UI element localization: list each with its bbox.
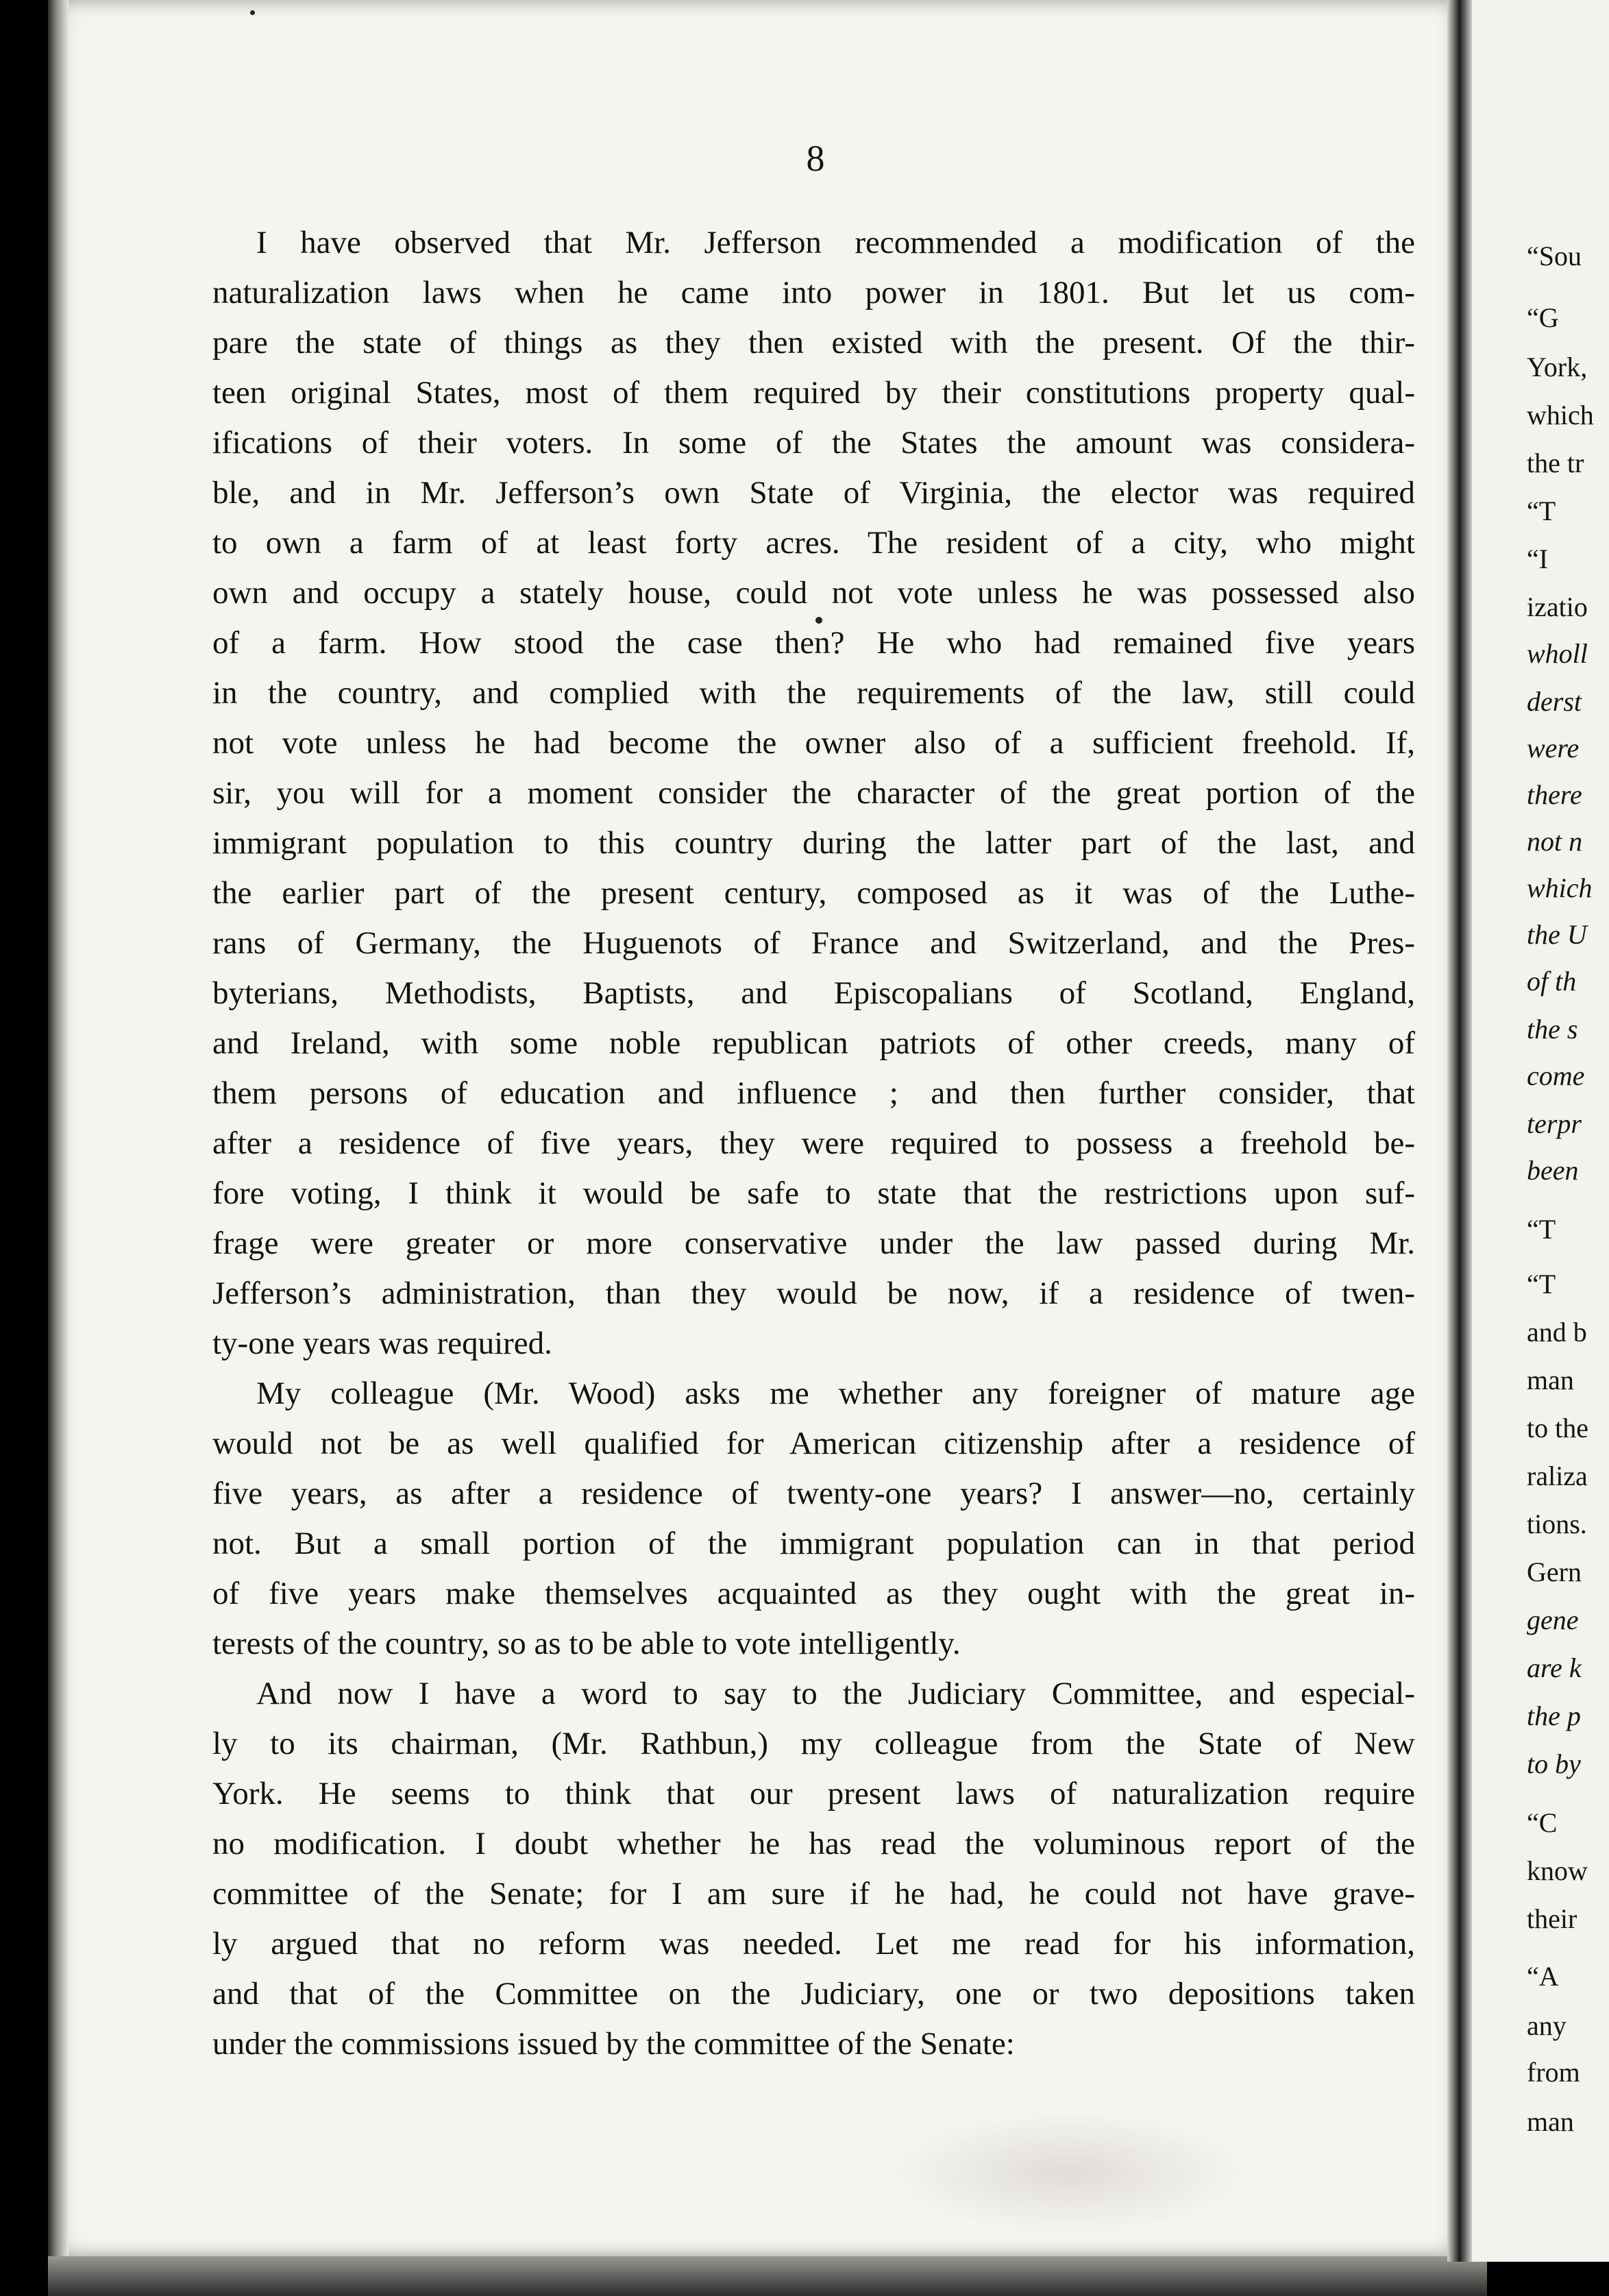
- text-line: of a farm. How stood the case then? He who had remained five years: [212, 625, 1415, 661]
- facing-page-line: come: [1527, 1060, 1585, 1091]
- facing-page-line: “I: [1527, 544, 1549, 574]
- text-line: Jefferson’s administration, than they would be now, if a residence of twen-: [212, 1275, 1415, 1311]
- facing-page-line: izatio: [1527, 591, 1588, 622]
- ink-speck: [815, 617, 822, 624]
- text-line: and that of the Committee on the Judiciary, one or two depositions taken: [212, 1976, 1415, 2012]
- text-line: ble, and in Mr. Jefferson’s own State of Virginia, the elector was required: [212, 475, 1415, 511]
- facing-page-line: “T: [1527, 1214, 1556, 1245]
- page-body: [212, 218, 1415, 2069]
- text-line: under the commissions issued by the committee of the Senate:: [212, 2026, 1015, 2062]
- facing-page-line: York,: [1527, 352, 1588, 382]
- facing-page-line: which: [1527, 400, 1594, 430]
- text-line: after a residence of five years, they were required to possess a freehold be-: [212, 1125, 1415, 1161]
- text-line: teen original States, most of them required by their constitutions property qual-: [212, 375, 1415, 411]
- paper-stain: [891, 2111, 1247, 2234]
- facing-page-line: their: [1527, 1903, 1577, 1934]
- facing-page-line: “G: [1527, 302, 1559, 333]
- facing-page-line: tions.: [1527, 1509, 1587, 1539]
- page-number: 8: [806, 138, 825, 179]
- facing-page-line: “T: [1527, 1269, 1556, 1299]
- text-line: no modification. I doubt whether he has read the voluminous report of the: [212, 1826, 1415, 1861]
- facing-page-line: gene: [1527, 1604, 1579, 1635]
- text-line: terests of the country, so as to be able to vote intelligently.: [212, 1626, 961, 1661]
- paragraph-1: [212, 218, 1415, 1369]
- text-line: I have observed that Mr. Jefferson recommended a modification of the: [256, 225, 1415, 260]
- text-line: byterians, Methodists, Baptists, and Episcopalians of Scotland, England,: [212, 975, 1415, 1011]
- facing-page-line: the s: [1527, 1014, 1578, 1045]
- text-line: ifications of their voters. In some of the States the amount was considera-: [212, 425, 1415, 461]
- facing-page-line: any: [1527, 2010, 1567, 2041]
- facing-page-line: man: [1527, 2106, 1574, 2137]
- paragraph-2: [212, 1369, 1415, 1669]
- text-line: own and occupy a stately house, could not vote unless he was possessed also: [212, 575, 1415, 611]
- page-bottom-edge: [48, 2256, 1487, 2296]
- facing-page-line: wholl: [1527, 638, 1588, 669]
- text-line: naturalization laws when he came into power in 1801. But let us com-: [212, 275, 1415, 310]
- text-line: immigrant population to this country during the latter part of the last, and: [212, 825, 1415, 861]
- text-line: And now I have a word to say to the Judiciary Committee, and especial-: [256, 1676, 1415, 1711]
- facing-page-line: know: [1527, 1855, 1588, 1886]
- facing-page-line: been: [1527, 1155, 1579, 1186]
- facing-page-line: from: [1527, 2057, 1580, 2088]
- text-line: would not be as well qualified for American citizenship after a residence of: [212, 1426, 1415, 1461]
- text-line: ly argued that no reform was needed. Let me read for his information,: [212, 1926, 1415, 1962]
- facing-page-line: man: [1527, 1365, 1574, 1395]
- text-line: pare the state of things as they then existed with the present. Of the thir-: [212, 325, 1415, 361]
- facing-page-line: and b: [1527, 1317, 1587, 1347]
- facing-page-line: were: [1527, 733, 1580, 764]
- text-line: them persons of education and influence ; and then further consider, that: [212, 1075, 1415, 1111]
- facing-page-line: of th: [1527, 966, 1577, 997]
- text-line: frage were greater or more conservative under the law passed during Mr.: [212, 1225, 1415, 1261]
- text-line: ty-one years was required.: [212, 1326, 552, 1361]
- text-line: to own a farm of at least forty acres. The resident of a city, who might: [212, 525, 1415, 561]
- facing-page-line: “C: [1527, 1807, 1558, 1838]
- text-line: not vote unless he had become the owner also of a sufficient freehold. If,: [212, 725, 1415, 761]
- facing-page-line: there: [1527, 779, 1582, 810]
- facing-page-line: raliza: [1527, 1461, 1588, 1491]
- ink-speck: [250, 10, 255, 15]
- text-line: York. He seems to think that our present laws of naturalization require: [212, 1776, 1415, 1811]
- text-line: My colleague (Mr. Wood) asks me whether any foreigner of mature age: [256, 1376, 1415, 1411]
- facing-page-line: “T: [1527, 496, 1556, 526]
- facing-page-line: the tr: [1527, 448, 1584, 478]
- book-gutter: [1447, 0, 1472, 2262]
- text-line: and Ireland, with some noble republican patriots of other creeds, many of: [212, 1025, 1415, 1061]
- text-line: five years, as after a residence of twenty-one years? I answer—no, certainly: [212, 1476, 1415, 1511]
- facing-page-line: Gern: [1527, 1556, 1582, 1587]
- facing-page-line: which: [1527, 872, 1593, 903]
- facing-page-line: to the: [1527, 1413, 1588, 1443]
- facing-page-line: not n: [1527, 826, 1583, 857]
- facing-page-line: terpr: [1527, 1108, 1582, 1139]
- facing-page-line: “A: [1527, 1961, 1559, 1992]
- facing-page-line: are k: [1527, 1652, 1582, 1683]
- text-line: not. But a small portion of the immigrant population can in that period: [212, 1526, 1415, 1561]
- facing-page-line: “Sou: [1527, 241, 1582, 271]
- facing-page-fragment: [1472, 0, 1609, 2262]
- text-line: ly to its chairman, (Mr. Rathbun,) my colleague from the State of New: [212, 1726, 1415, 1761]
- text-line: rans of Germany, the Huguenots of France and Switzerland, and the Pres-: [212, 925, 1415, 961]
- text-line: in the country, and complied with the requirements of the law, still could: [212, 675, 1415, 711]
- text-line: of five years make themselves acquainted as they ought with the great in-: [212, 1576, 1415, 1611]
- text-line: the earlier part of the present century, composed as it was of the Luthe-: [212, 875, 1415, 911]
- facing-page-line: the p: [1527, 1700, 1581, 1731]
- binding-edge: [48, 0, 69, 2256]
- facing-page-line: the U: [1527, 919, 1587, 950]
- paragraph-3: [212, 1669, 1415, 2069]
- text-line: sir, you will for a moment consider the character of the great portion of the: [212, 775, 1415, 811]
- text-line: committee of the Senate; for I am sure if he had, he could not have grave-: [212, 1876, 1415, 1912]
- facing-page-line: derst: [1527, 686, 1582, 717]
- facing-page-line: to by: [1527, 1748, 1581, 1779]
- text-line: fore voting, I think it would be safe to state that the restrictions upon suf-: [212, 1175, 1415, 1211]
